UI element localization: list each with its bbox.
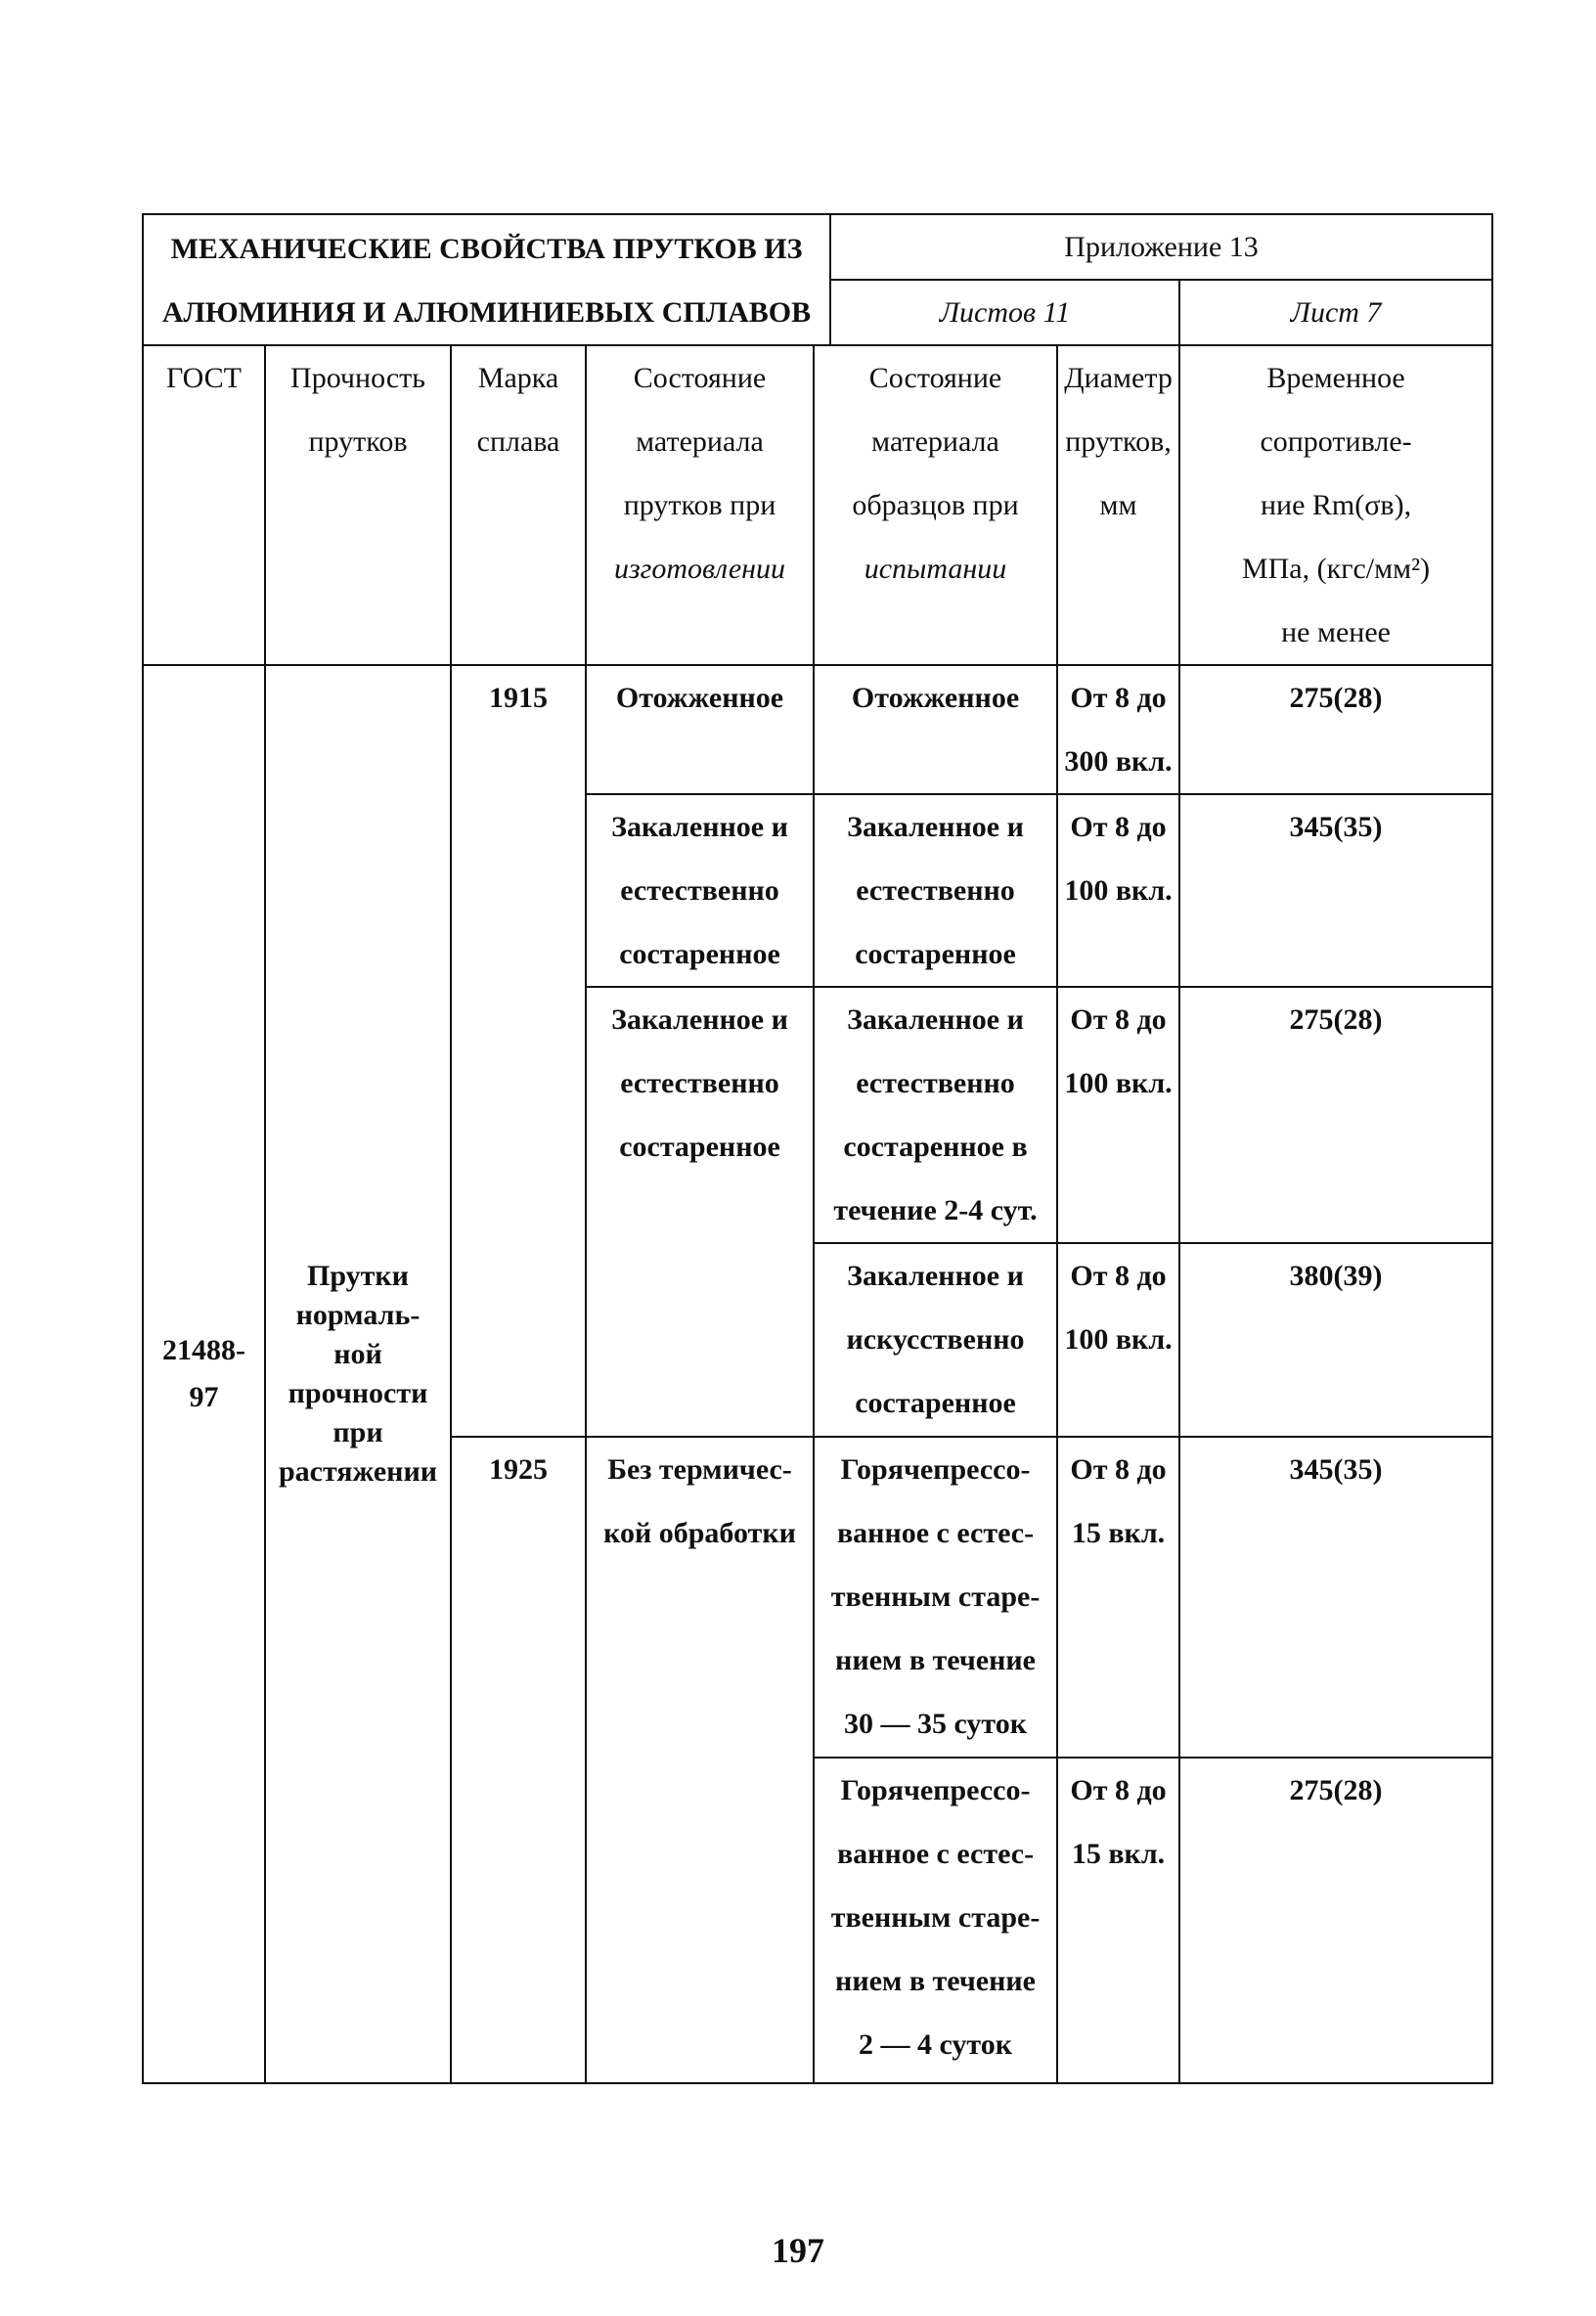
diameter-range: От 8 до 15 вкл.: [1057, 1758, 1179, 2083]
tensile-value: 275(28): [1179, 665, 1492, 794]
state-manufacture: Закаленное и естественно состаренное: [586, 794, 814, 987]
state-test: Закаленное и естественно состаренное в течение 2-4 сут.: [814, 987, 1057, 1243]
appendix-label: Приложение 13: [830, 214, 1492, 280]
state-manufacture: Без термичес- кой обработки: [586, 1437, 814, 2083]
tensile-value: 275(28): [1179, 1758, 1492, 2083]
tensile-value: 345(35): [1179, 1437, 1492, 1758]
diameter-range: От 8 до 100 вкл.: [1057, 794, 1179, 987]
col-header-tensile: Временное сопротивле- ние Rm(σв), МПа, (кгс/мм²) не менее: [1179, 345, 1492, 665]
properties-table: [142, 213, 1493, 2084]
col-header-gost: ГОСТ: [143, 345, 265, 665]
sheets-total: Листов 11: [830, 280, 1179, 345]
page-number: 197: [772, 2231, 824, 2270]
col-header-strength: Прочность прутков: [265, 345, 451, 665]
alloy-grade-1925: 1925: [451, 1437, 586, 2083]
diameter-range: От 8 до 15 вкл.: [1057, 1437, 1179, 1758]
col-header-diameter: Диаметр прутков, мм: [1057, 345, 1179, 665]
gost-number: 21488- 97: [143, 665, 265, 2083]
diameter-range: От 8 до 100 вкл.: [1057, 1243, 1179, 1437]
alloy-grade-1915: 1915: [451, 665, 586, 1437]
title-line-1: МЕХАНИЧЕСКИЕ СВОЙСТВА ПРУТКОВ ИЗ: [170, 233, 803, 265]
tensile-value: 345(35): [1179, 794, 1492, 987]
col-header-grade: Марка сплава: [451, 345, 586, 665]
state-test: Горячепрессо- ванное с естес- твенным старе- нием в течение 2 — 4 суток: [814, 1758, 1057, 2083]
state-manufacture: Отожженное: [586, 665, 814, 794]
document-title: [143, 214, 830, 345]
state-test: Горячепрессо- ванное с естес- твенным старе- нием в течение 30 — 35 суток: [814, 1437, 1057, 1758]
strength-group: Прутки нормаль- ной прочности при растяжении: [265, 665, 451, 2083]
col-header-state-manufacture: Состояние материала прутков при изготовлении: [586, 345, 814, 665]
table-row: [143, 665, 1492, 794]
state-test: Закаленное и искусственно состаренное: [814, 1243, 1057, 1437]
tensile-value: 275(28): [1179, 987, 1492, 1243]
state-manufacture: Закаленное и естественно состаренное: [586, 987, 814, 1437]
state-test: Отожженное: [814, 665, 1057, 794]
state-test: Закаленное и естественно состаренное: [814, 794, 1057, 987]
tensile-value: 380(39): [1179, 1243, 1492, 1437]
diameter-range: От 8 до 300 вкл.: [1057, 665, 1179, 794]
sheet-number: Лист 7: [1179, 280, 1492, 345]
diameter-range: От 8 до 100 вкл.: [1057, 987, 1179, 1243]
col-header-state-test: Состояние материала образцов при испытании: [814, 345, 1057, 665]
title-line-2: АЛЮМИНИЯ И АЛЮМИНИЕВЫХ СПЛАВОВ: [161, 296, 812, 329]
